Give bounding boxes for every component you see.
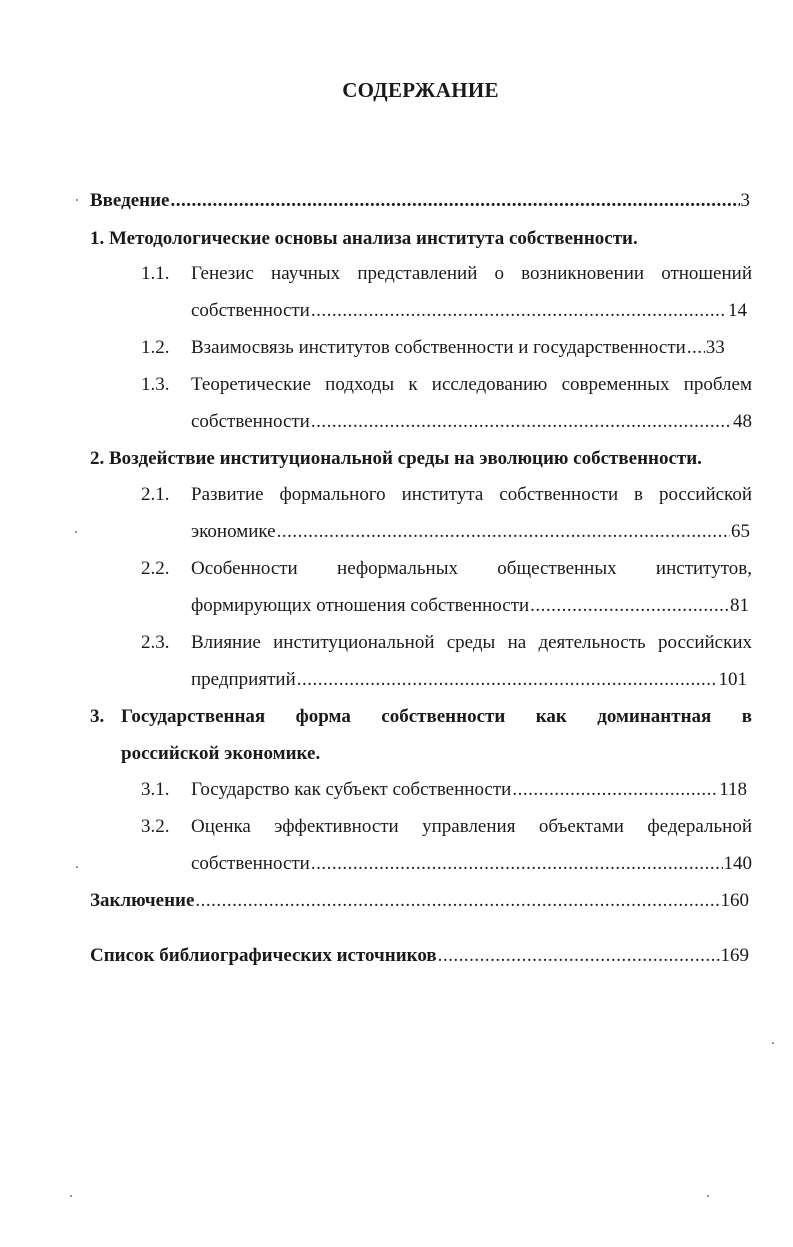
toc-page-number: 101	[718, 669, 747, 690]
toc-page-number: 118	[719, 779, 747, 800]
toc-entry-title: Взаимосвязь институтов собственности и государственности	[191, 337, 686, 358]
toc-entry-conclusion[interactable]	[90, 887, 749, 915]
toc-subsection-line[interactable]: Особенности неформальных общественных институтов,	[191, 558, 752, 579]
toc-subsection-number: 1.1.	[141, 263, 170, 284]
toc-section-number: 2.	[90, 448, 105, 469]
toc-subsection-line[interactable]: Влияние институциональной среды на деятельность российских	[191, 632, 752, 653]
toc-subsection-line[interactable]: Генезис научных представлений о возникновении отношений	[191, 263, 752, 284]
dot-leader	[311, 850, 723, 878]
page-title: СОДЕРЖАНИЕ	[342, 78, 499, 102]
toc-page-number: 48	[733, 411, 752, 432]
toc-subsection-number: 1.3.	[141, 374, 170, 395]
dot-leader	[277, 518, 730, 546]
toc-section-2[interactable]	[90, 445, 780, 473]
dot-leader	[512, 776, 718, 804]
dot-leader	[297, 666, 718, 694]
toc-page-number: 3	[740, 190, 750, 211]
toc-entry-title: предприятий	[191, 669, 296, 690]
toc-entry-title: Заключение	[90, 890, 195, 911]
dot-leader	[171, 187, 740, 215]
toc-section-title: Методологические основы анализа института собственности.	[109, 228, 638, 249]
toc-entry-title: Список библиографических источников	[90, 945, 437, 966]
toc-section-number: 3.	[90, 706, 105, 727]
toc-subsection-number: 3.1.	[141, 779, 170, 800]
toc-entry-bibliography[interactable]	[90, 942, 749, 970]
toc-entry-2-3[interactable]	[191, 666, 747, 694]
toc-subsection-line[interactable]: Оценка эффективности управления объектами федеральной	[191, 816, 752, 837]
dot-leader	[530, 592, 729, 620]
toc-subsection-number: 2.1.	[141, 484, 170, 505]
toc-subsection-line[interactable]: Развитие формального института собственности в российской	[191, 484, 752, 505]
dot-leader	[311, 297, 727, 325]
toc-entry-2-1[interactable]	[191, 518, 750, 546]
toc-subsection-number: 2.3.	[141, 632, 170, 653]
toc-page-number: 169	[720, 945, 749, 966]
toc-entry-2-2[interactable]	[191, 592, 749, 620]
toc-subsection-line[interactable]: Теоретические подходы к исследованию современных проблем	[191, 374, 752, 395]
dot-leader	[438, 942, 720, 970]
toc-section-title: Воздействие институциональной среды на эволюцию собственности.	[109, 448, 702, 469]
dot-leader	[195, 887, 719, 915]
toc-subsection-number: 1.2.	[141, 337, 170, 358]
dot-leader	[687, 334, 705, 362]
toc-page-number: 81	[730, 595, 749, 616]
toc-section-number: 1.	[90, 228, 105, 249]
toc-page-number: 140	[723, 853, 752, 874]
toc-entry-1-1[interactable]	[191, 297, 747, 325]
dot-leader	[311, 408, 732, 436]
toc-subsection-number: 2.2.	[141, 558, 170, 579]
toc-section-3-line[interactable]: российской экономике.	[121, 743, 321, 764]
toc-subsection-number: 3.2.	[141, 816, 170, 837]
toc-entry-title: Государство как субъект собственности	[191, 779, 512, 800]
toc-page-number: 160	[720, 890, 749, 911]
toc-entry-title: собственности	[191, 300, 310, 321]
toc-section-3-line[interactable]: Государственная форма собственности как доминантная в	[121, 706, 752, 727]
toc-entry-title: собственности	[191, 411, 310, 432]
toc-entry-1-2[interactable]	[191, 334, 752, 362]
toc-page-number: 14	[728, 300, 747, 321]
toc-entry-1-3[interactable]	[191, 408, 752, 436]
toc-entry-title: собственности	[191, 853, 310, 874]
toc-entry-intro[interactable]	[90, 187, 750, 215]
toc-entry-title: формирующих отношения собственности	[191, 595, 530, 616]
toc-entry-title: экономике	[191, 521, 276, 542]
toc-entry-3-2[interactable]	[191, 850, 752, 878]
toc-page-number: 33	[705, 337, 725, 358]
toc-page-number: 65	[731, 521, 750, 542]
toc-entry-title: Введение	[90, 190, 170, 211]
toc-section-1[interactable]	[90, 225, 770, 253]
toc-entry-3-1[interactable]	[191, 776, 747, 804]
